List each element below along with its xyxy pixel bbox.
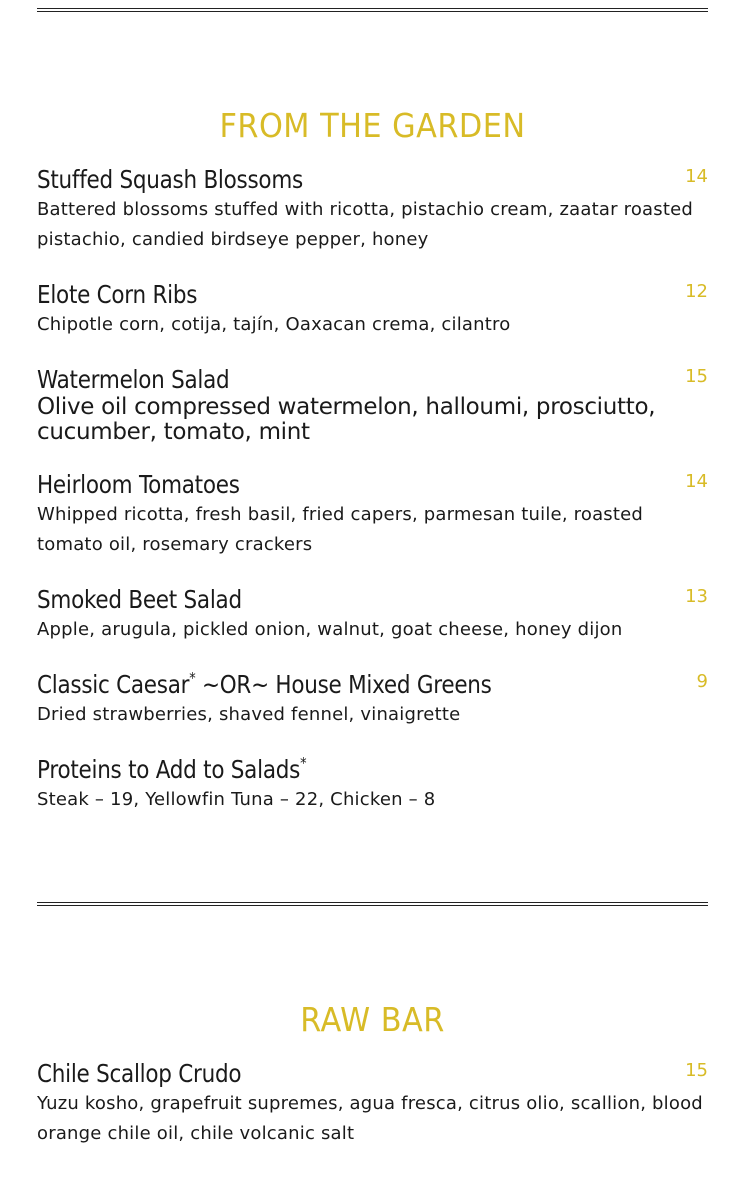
item-name (37, 670, 614, 700)
item-name-part: Proteins to Add to Salads (37, 755, 301, 784)
item-price: 15 (685, 1060, 708, 1081)
item-name (37, 755, 614, 785)
item-price: 15 (685, 366, 708, 387)
item-description: Chipotle corn, cotija, tajín, Oaxacan crema, cilantro (37, 314, 511, 335)
section-divider (37, 902, 708, 906)
menu-item-caesar-or-mixed-greens (37, 670, 708, 730)
item-name: Smoked Beet Salad (37, 585, 242, 614)
item-price: 12 (685, 281, 708, 302)
item-price: 9 (696, 671, 708, 692)
item-description: Steak – 19, Yellowfin Tuna – 22, Chicken – 8 (37, 789, 436, 810)
menu-item-elote-corn-ribs (37, 280, 708, 340)
item-name-part: ~OR~ House Mixed Greens (195, 670, 492, 699)
item-name: Elote Corn Ribs (37, 280, 198, 309)
asterisk-mark: * (189, 669, 196, 687)
item-name: Chile Scallop Crudo (37, 1059, 242, 1088)
item-name: Heirloom Tomatoes (37, 470, 240, 499)
item-name: Watermelon Salad (37, 365, 230, 394)
item-description: Dried strawberries, shaved fennel, vinaigrette (37, 704, 461, 725)
item-description: Whipped ricotta, fresh basil, fried capers, parmesan tuile, roasted tomato oil, rosemary crackers (37, 504, 644, 555)
item-description: Apple, arugula, pickled onion, walnut, goat cheese, honey dijon (37, 619, 623, 640)
section-title-garden: FROM THE GARDEN (219, 106, 526, 145)
item-price: 13 (685, 586, 708, 607)
menu-item-smoked-beet-salad (37, 585, 708, 645)
item-description: Yuzu kosho, grapefruit supremes, agua fresca, citrus olio, scallion, blood orange chile oil, chile volcanic salt (37, 1093, 703, 1144)
item-price: 14 (685, 166, 708, 187)
menu-item-heirloom-tomatoes (37, 470, 708, 560)
menu-item-stuffed-squash-blossoms (37, 165, 708, 255)
menu-item-watermelon-salad (37, 365, 708, 445)
menu-item-chile-scallop-crudo (37, 1059, 708, 1149)
item-price: 14 (685, 471, 708, 492)
asterisk-mark: * (300, 754, 307, 772)
item-name: Stuffed Squash Blossoms (37, 165, 303, 194)
menu-item-salad-proteins (37, 755, 708, 815)
top-divider (37, 8, 708, 12)
item-name-part: Classic Caesar (37, 670, 190, 699)
item-description: Battered blossoms stuffed with ricotta, pistachio cream, zaatar roasted pistachio, candied birdseye pepper, honey (37, 199, 694, 250)
section-title-raw-bar: RAW BAR (300, 1000, 445, 1039)
item-description: Olive oil compressed watermelon, halloumi, prosciutto, cucumber, tomato, mint (37, 394, 656, 445)
